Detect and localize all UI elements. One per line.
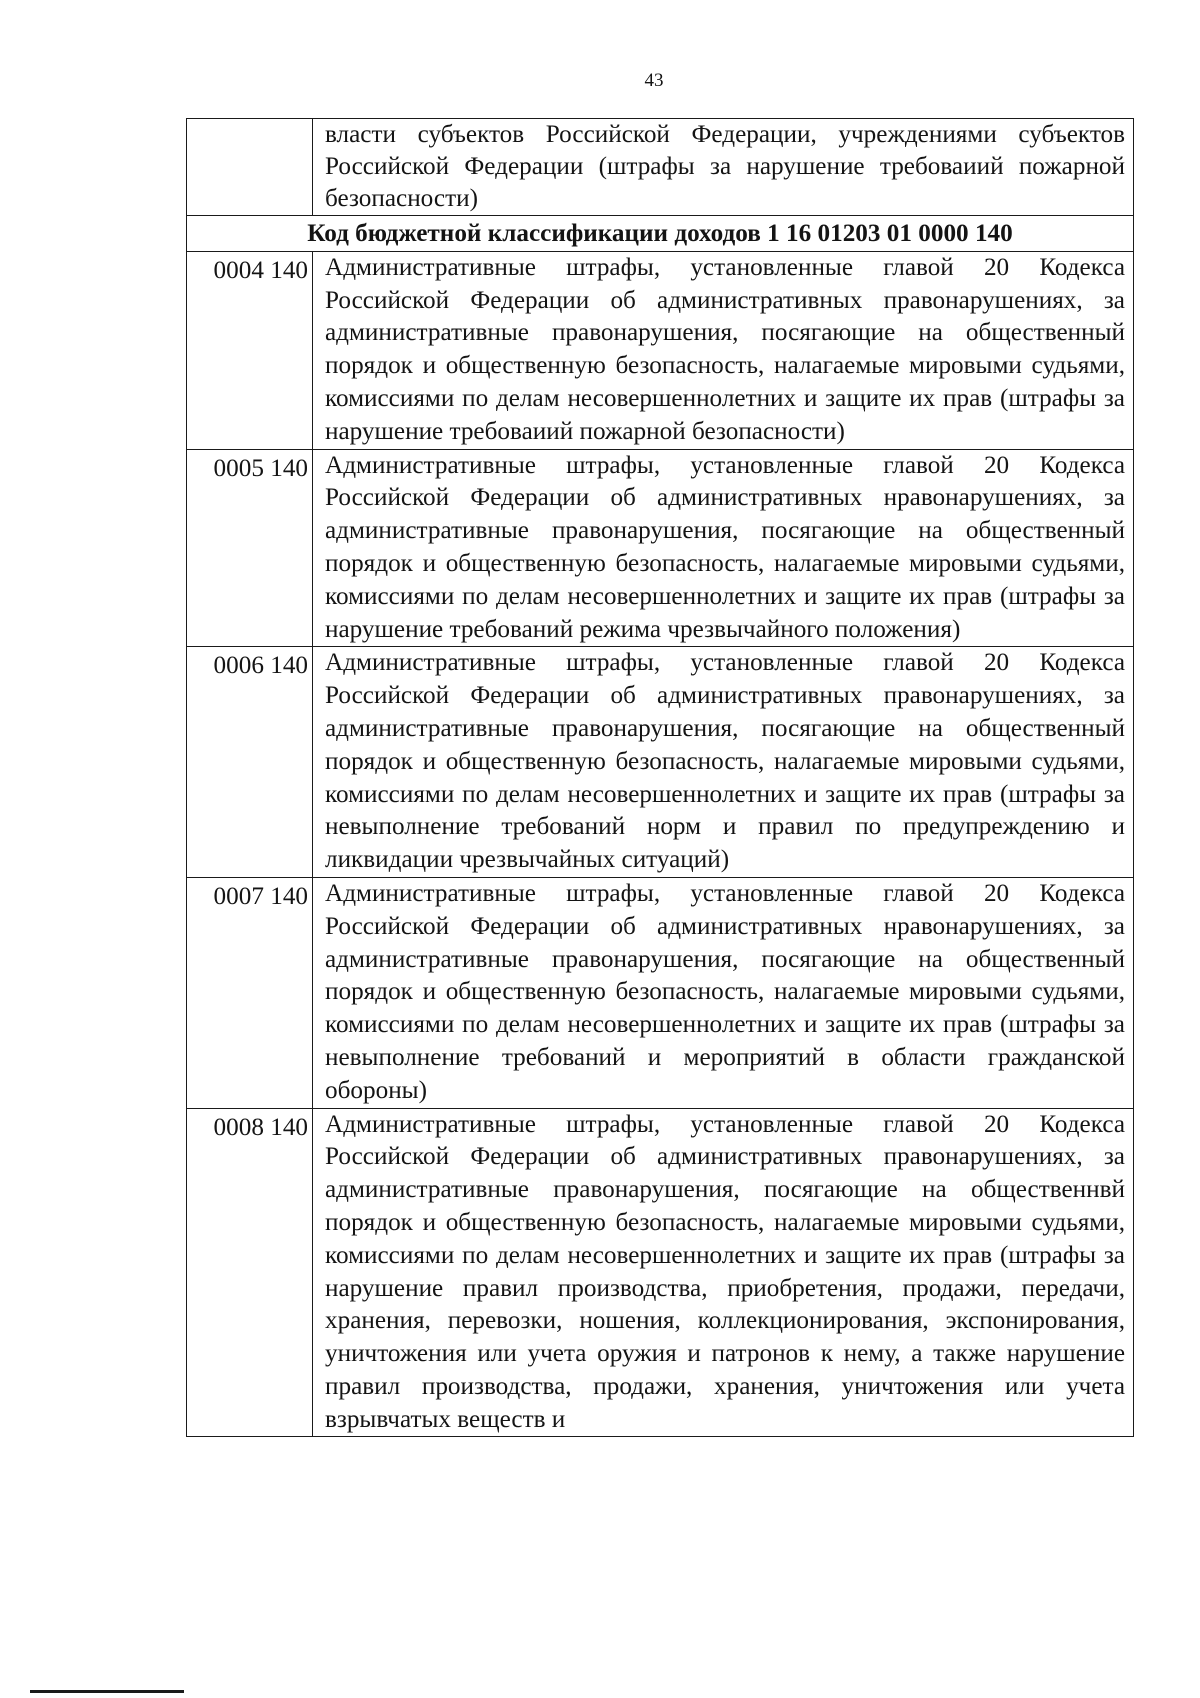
table-row: [187, 251, 1134, 449]
revenue-description: Административные штрафы, установленные главой 20 Кодекса Российской Федерации об административных правонарушениях, за административные правонарушения, посягающие на общественный порядок и общественную безопасность, налагаемые мировыми судьями, комиссиями по делам несовершеннолетних и защите их прав (штрафы за невыполнение требований норм и правил по предупреждению и ликвидации чрезвычайных ситуаций): [313, 647, 1134, 878]
page-number: 43: [644, 70, 664, 91]
table-row-section-header: [187, 216, 1134, 252]
revenue-code: 0006 140: [187, 647, 313, 878]
section-header: Код бюджетной классификации доходов 1 16 01203 01 0000 140: [187, 216, 1134, 252]
revenue-code: 0005 140: [187, 449, 313, 647]
code-cell-empty: [187, 119, 313, 216]
revenue-code: 0008 140: [187, 1108, 313, 1437]
table-row: [187, 449, 1134, 647]
budget-classification-table: [186, 118, 1134, 1437]
table-row-continuation: [187, 119, 1134, 216]
revenue-description: Административные штрафы, установленные главой 20 Кодекса Российской Федерации об административных правонарушениях, за административные правонарушения, посягающие на общественный порядок и общественную безопасность, налагаемые мировыми судьями, комиссиями по делам несовершеннолетних и защите их прав (штрафы за нарушение требоваиий пожарной безопасности): [313, 251, 1134, 449]
revenue-code: 0004 140: [187, 251, 313, 449]
revenue-code: 0007 140: [187, 877, 313, 1108]
table-row: [187, 1108, 1134, 1437]
revenue-description: Административные штрафы, установленные главой 20 Кодекса Российской Федерации об административных правонарушениях, за административные правонарушения, посягающие на общественнвй порядок и общественную безопасность, налагаемые мировыми судьями, комиссиями по делам несовершеннолетних и защите их прав (штрафы за нарушение правил производства, приобретения, продажи, передачи, хранения, перевозки, ношения, коллекционирования, экспонирования, уничтожения или учета оружия и патронов к нему, а также нарушение правил производства, продажи, хранения, уничтожения или учета взрывчатых веществ и: [313, 1108, 1134, 1437]
description-cell: власти субъектов Российской Федерации, учреждениями субъектов Российской Федерации (штрафы за нарушение требоваиий пожарной безопасности): [313, 119, 1134, 216]
table-row: [187, 647, 1134, 878]
revenue-description: Административные штрафы, установленные главой 20 Кодекса Российской Федерации об административных нравонарушениях, за административные правонарушения, посягающие на общественный порядок и общественную безопасность, налагаемые мировыми судьями, комиссиями по делам несовершеннолетних и защите их прав (штрафы за нарушение требований режима чрезвычайного положения): [313, 449, 1134, 647]
footnote-separator: [30, 1690, 184, 1693]
table-row: [187, 877, 1134, 1108]
revenue-description: Административные штрафы, установленные главой 20 Кодекса Российской Федерации об административных нравонарушениях, за административные правонарушения, посягающие на общественный порядок и общественную безопасность, налагаемые мировыми судьями, комиссиями по делам несовершеннолетних и защите их прав (штрафы за невыполнение требований и мероприятий в области гражданской обороны): [313, 877, 1134, 1108]
